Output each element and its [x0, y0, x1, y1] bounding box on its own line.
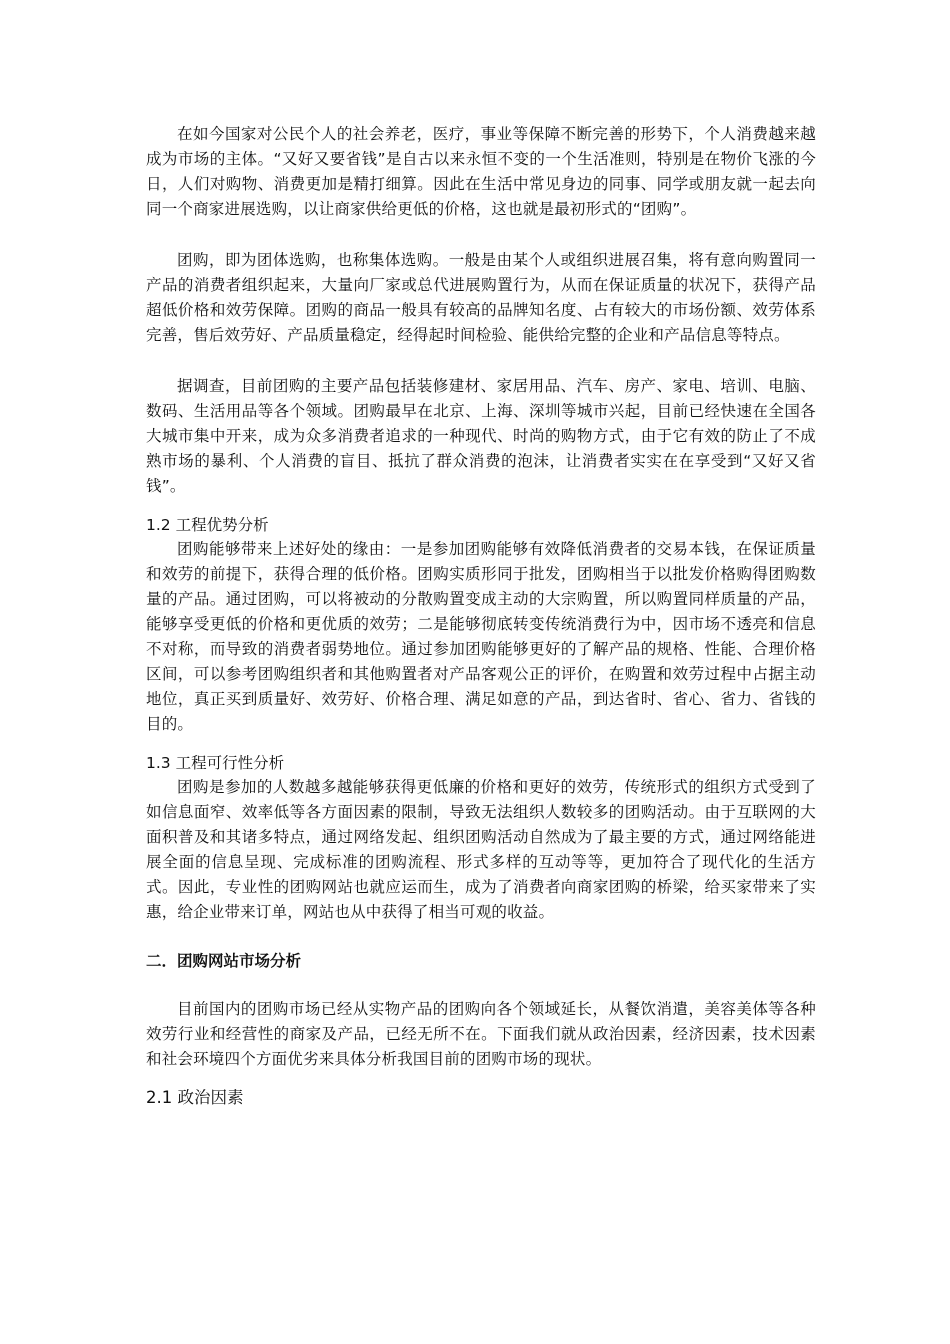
- spacer: [146, 737, 816, 751]
- spacer: [146, 973, 816, 997]
- section-heading-1-2: 1.2 工程优势分析: [146, 516, 269, 534]
- spacer: [146, 222, 816, 248]
- spacer: [146, 925, 816, 949]
- spacer: [146, 499, 816, 513]
- intro-paragraph-2: 团购，即为团体选购，也称集体选购。一般是由某个人或组织进展召集，将有意向购置同一产品的消费者组织起来，大量向厂家或总代进展购置行为，从而在保证质量的状况下，获得产品超低价格和效劳保障。团购的商品一般具有较高的品牌知名度、占有较大的市场份额、效劳体系完善，售后效劳好、产品质量稳定，经得起时间检验、能供给完整的企业和产品信息等特点。: [146, 251, 816, 344]
- spacer: [146, 348, 816, 374]
- section-body-2: 目前国内的团购市场已经从实物产品的团购向各个领域延长，从餐饮消遣，美容美体等各种效劳行业和经营性的商家及产品，已经无所不在。下面我们就从政治因素，经济因素，技术因素和社会环境四个方面优劣来具体分析我国目前的团购市场的现状。: [146, 1000, 816, 1068]
- spacer: [146, 1072, 816, 1086]
- document-page: [146, 122, 816, 1110]
- section-heading-2-1: 2.1 政治因素: [146, 1088, 244, 1107]
- section-body-1-3: 团购是参加的人数越多越能够获得更低廉的价格和更好的效劳，传统形式的组织方式受到了如信息面窄、效率低等各方面因素的限制，导致无法组织人数较多的团购活动。由于互联网的大面积普及和其诸多特点，通过网络发起、组织团购活动自然成为了最主要的方式，通过网络能进展全面的信息呈现、完成标准的团购流程、形式多样的互动等等，更加符合了现代化的生活方式。因此，专业性的团购网站也就应运而生，成为了消费者向商家团购的桥梁，给买家带来了实惠，给企业带来订单，网站也从中获得了相当可观的收益。: [146, 778, 816, 921]
- section-body-1-2: 团购能够带来上述好处的缘由：一是参加团购能够有效降低消费者的交易本钱，在保证质量和效劳的前提下，获得合理的低价格。团购实质形同于批发，团购相当于以批发价格购得团购数量的产品。通过团购，可以将被动的分散购置变成主动的大宗购置，所以购置同样质量的产品，能够享受更低的价格和更优质的效劳；二是能够彻底转变传统消费行为中，因市场不透亮和信息不对称，而导致的消费者弱势地位。通过参加团购能够更好的了解产品的规格、性能、合理价格区间，可以参考团购组织者和其他购置者对产品客观公正的评价，在购置和效劳过程中占据主动地位，真正买到质量好、效劳好、价格合理、满足如意的产品，到达省时、省心、省力、省钱的目的。: [146, 540, 816, 733]
- intro-paragraph-1: 在如今国家对公民个人的社会养老，医疗，事业等保障不断完善的形势下，个人消费越来越成为市场的主体。“又好又要省钱”是自古以来永恒不变的一个生活准则，特别是在物价飞涨的今日，人们对购物、消费更加是精打细算。因此在生活中常见身边的同事、同学或朋友就一起去向同一个商家进展选购，以让商家供给更低的价格，这也就是最初形式的“团购”。: [146, 125, 816, 218]
- section-heading-2: 二．团购网站市场分析: [146, 952, 302, 970]
- intro-paragraph-3: 据调查，目前团购的主要产品包括装修建材、家居用品、汽车、房产、家电、培训、电脑、数码、生活用品等各个领域。团购最早在北京、上海、深圳等城市兴起，目前已经快速在全国各大城市集中开来，成为众多消费者追求的一种现代、时尚的购物方式，由于它有效的防止了不成熟市场的暴利、个人消费的盲目、抵抗了群众消费的泡沫，让消费者实实在在享受到“又好又省钱”。: [146, 377, 816, 495]
- section-heading-1-3: 1.3 工程可行性分析: [146, 754, 285, 772]
